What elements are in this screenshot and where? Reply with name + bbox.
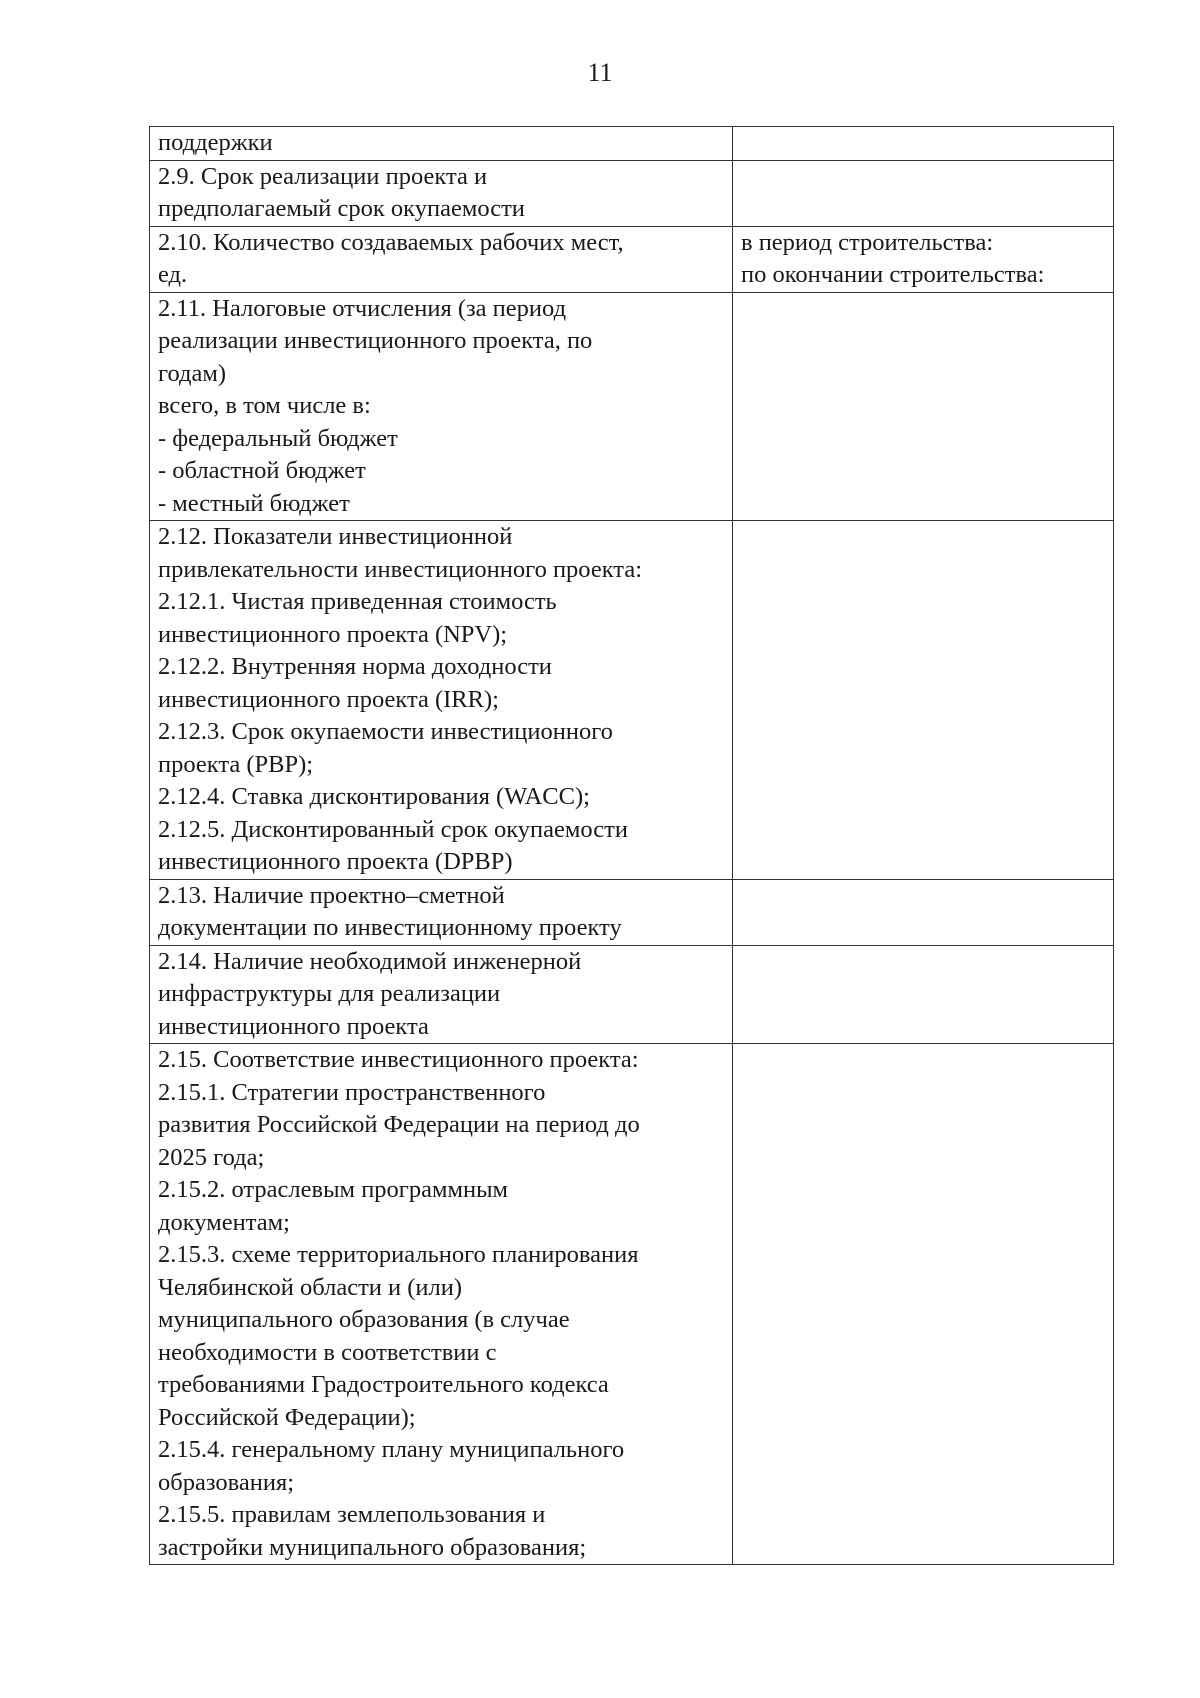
row-label-cell — [150, 945, 733, 1044]
row-label-line: образования; — [158, 1468, 295, 1496]
row-label-line: - областной бюджет — [158, 457, 366, 484]
table-row — [150, 879, 1114, 945]
row-label-line: Российской Федерации); — [158, 1403, 416, 1431]
row-label-cell — [150, 1044, 733, 1565]
row-label-line: застройки муниципального образования; — [158, 1533, 587, 1561]
row-label-cell — [150, 879, 733, 945]
table-row — [150, 521, 1114, 880]
row-label-cell — [150, 521, 733, 880]
row-label-line: 2.12.2. Внутренняя норма доходности — [158, 653, 552, 680]
table-row — [150, 127, 1114, 161]
row-value-cell — [733, 879, 1114, 945]
row-label-line: предполагаемый срок окупаемости — [158, 195, 525, 222]
row-label-cell — [150, 160, 733, 226]
row-label-line: годам) — [158, 359, 226, 387]
row-value-cell — [733, 160, 1114, 226]
row-label-line: реализации инвестиционного проекта, по — [158, 327, 593, 354]
page-number: 11 — [587, 58, 613, 87]
table-body — [150, 127, 1114, 1565]
row-label-line: развития Российской Федерации на период до — [158, 1111, 640, 1138]
row-label-line: ед. — [158, 261, 188, 288]
row-label-line: Челябинской области и (или) — [158, 1273, 463, 1301]
row-label-line: - местный бюджет — [158, 489, 350, 517]
row-label-line: 2.12.3. Срок окупаемости инвестиционного — [158, 718, 613, 745]
row-label-cell — [150, 226, 733, 292]
row-label-line: 2.15.2. отраслевым программным — [158, 1176, 509, 1203]
row-label-line: привлекательности инвестиционного проекта: — [158, 555, 642, 583]
row-label-line: поддержки — [158, 129, 273, 156]
row-value-cell — [733, 226, 1114, 292]
row-label-line: - федеральный бюджет — [158, 424, 398, 452]
row-label-line: 2.15.1. Стратегии пространственного — [158, 1078, 546, 1106]
row-label-line: документам; — [158, 1208, 290, 1236]
table-row — [150, 1044, 1114, 1565]
row-value-cell — [733, 521, 1114, 880]
row-label-line: проекта (PBP); — [158, 750, 314, 778]
row-label-line: инвестиционного проекта — [158, 1012, 429, 1040]
row-label-line: инвестиционного проекта (IRR); — [158, 685, 499, 713]
table-row — [150, 945, 1114, 1044]
row-label-line: инфраструктуры для реализации — [158, 980, 501, 1007]
row-label-line: 2.13. Наличие проектно–сметной — [158, 881, 505, 909]
row-label-line: всего, в том числе в: — [158, 392, 371, 419]
row-value-cell — [733, 292, 1114, 521]
form-table — [149, 126, 1114, 1565]
row-label-line: 2.14. Наличие необходимой инженерной — [158, 947, 582, 975]
table-row — [150, 160, 1114, 226]
row-label-line: 2.15.3. схеме территориального планирования — [158, 1241, 639, 1268]
row-label-line: 2.15.5. правилам землепользования и — [158, 1501, 546, 1528]
row-label-line: 2.15.4. генеральному плану муниципального — [158, 1436, 625, 1463]
row-label-line: требованиями Градостроительного кодекса — [158, 1371, 609, 1398]
table-row — [150, 292, 1114, 521]
row-label-line: 2.15. Соответствие инвестиционного проекта: — [158, 1046, 639, 1073]
row-label-line: 2.12. Показатели инвестиционной — [158, 523, 513, 550]
row-label-cell — [150, 127, 733, 161]
row-value-cell — [733, 127, 1114, 161]
row-label-line: 2.11. Налоговые отчисления (за период — [158, 294, 567, 322]
row-label-line: документации по инвестиционному проекту — [158, 914, 622, 941]
row-value-cell — [733, 1044, 1114, 1565]
table-row — [150, 226, 1114, 292]
row-label-line: 2.12.1. Чистая приведенная стоимость — [158, 588, 557, 615]
row-value-cell — [733, 945, 1114, 1044]
row-label-line: инвестиционного проекта (DPBP) — [158, 848, 513, 875]
row-label-line: 2.10. Количество создаваемых рабочих мест, — [158, 228, 624, 256]
row-label-line: необходимости в соответствии с — [158, 1338, 497, 1366]
row-label-line: 2.9. Срок реализации проекта и — [158, 162, 488, 190]
row-label-line: муниципального образования (в случае — [158, 1306, 570, 1333]
row-value-line: в период строительства: — [741, 228, 994, 256]
row-label-line: инвестиционного проекта (NPV); — [158, 620, 508, 648]
row-label-cell — [150, 292, 733, 521]
row-value-line: по окончании строительства: — [741, 261, 1045, 288]
row-label-line: 2.12.4. Ставка дисконтирования (WACC); — [158, 783, 590, 810]
row-label-line: 2.12.5. Дисконтированный срок окупаемости — [158, 815, 628, 843]
row-label-line: 2025 года; — [158, 1143, 265, 1171]
